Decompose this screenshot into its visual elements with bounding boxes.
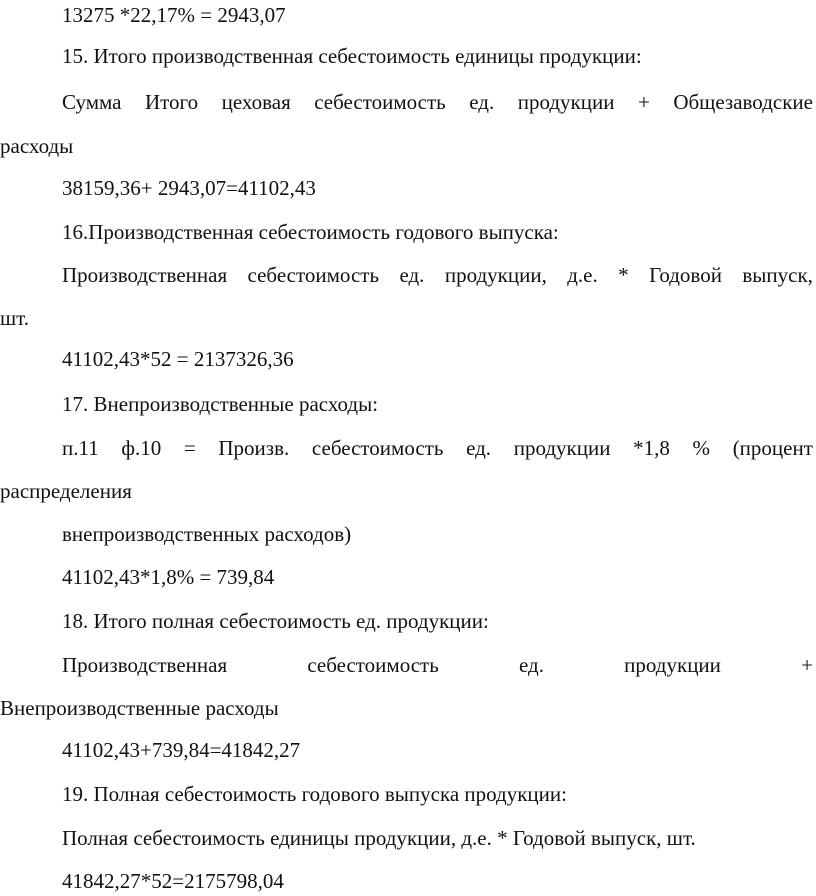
word: Производственная — [62, 263, 228, 287]
formula-line-16-cont: шт. — [0, 306, 30, 330]
word: + — [637, 90, 650, 114]
word: Итого — [144, 90, 199, 114]
word: Производственная — [62, 653, 228, 677]
word: д.е. — [567, 263, 598, 287]
word: Сумма — [62, 90, 122, 114]
formula-line-16 — [0, 260, 816, 290]
word: цеховая — [221, 90, 291, 114]
word: Общезаводские — [673, 90, 813, 114]
word: себестоимость — [314, 90, 446, 114]
word: себестоимость — [311, 436, 444, 460]
word: * — [618, 263, 629, 287]
formula-line-17 — [0, 433, 816, 463]
formula-line-15-cont: расходы — [0, 134, 74, 158]
word: Произв. — [218, 436, 290, 460]
word: продукции — [624, 653, 721, 677]
word: продукции — [517, 90, 615, 114]
heading-item-19: 19. Полная себестоимость годового выпуска продукции: — [62, 782, 567, 806]
calc-line-17: 41102,43*1,8% = 739,84 — [62, 565, 275, 589]
heading-item-17: 17. Внепроизводственные расходы: — [62, 392, 379, 416]
calc-line-18: 41102,43+739,84=41842,27 — [62, 738, 301, 762]
word: Годовой — [649, 263, 722, 287]
word: (процент — [732, 436, 813, 460]
word: *1,8 — [633, 436, 670, 460]
heading-item-16: 16.Производственная себестоимость годового выпуска: — [62, 220, 559, 244]
word: выпуск, — [742, 263, 813, 287]
word: продукции — [513, 436, 611, 460]
word: п.11 — [62, 436, 99, 460]
formula-line-15 — [0, 87, 816, 117]
calc-line-15: 38159,36+ 2943,07=41102,43 — [62, 176, 316, 200]
heading-item-15: 15. Итого производственная себестоимость единицы продукции: — [62, 44, 642, 68]
word: себестоимость — [307, 653, 439, 677]
formula-line-18-cont: Внепроизводственные расходы — [0, 696, 279, 720]
formula-line-18 — [0, 650, 816, 680]
word: = — [183, 436, 196, 460]
word: ед. — [519, 653, 544, 677]
word: ед. — [399, 263, 425, 287]
formula-line-19: Полная себестоимость единицы продукции, д.е. * Годовой выпуск, шт. — [62, 826, 696, 850]
formula-line-17-cont: распределения — [0, 479, 132, 503]
calc-line-19: 41842,27*52=2175798,04 — [62, 869, 284, 893]
word: ф.10 — [121, 436, 162, 460]
heading-item-18: 18. Итого полная себестоимость ед. продукции: — [62, 609, 489, 633]
word: себестоимость — [247, 263, 380, 287]
word: + — [801, 653, 813, 677]
calc-line-16: 41102,43*52 = 2137326,36 — [62, 347, 294, 371]
formula-line-17-cont2: внепроизводственных расходов) — [62, 522, 352, 546]
calc-line-overhead: 13275 *22,17% = 2943,07 — [62, 3, 286, 27]
word: продукции, — [444, 263, 547, 287]
word: ед. — [466, 436, 492, 460]
word: ед. — [469, 90, 495, 114]
word: % — [692, 436, 711, 460]
